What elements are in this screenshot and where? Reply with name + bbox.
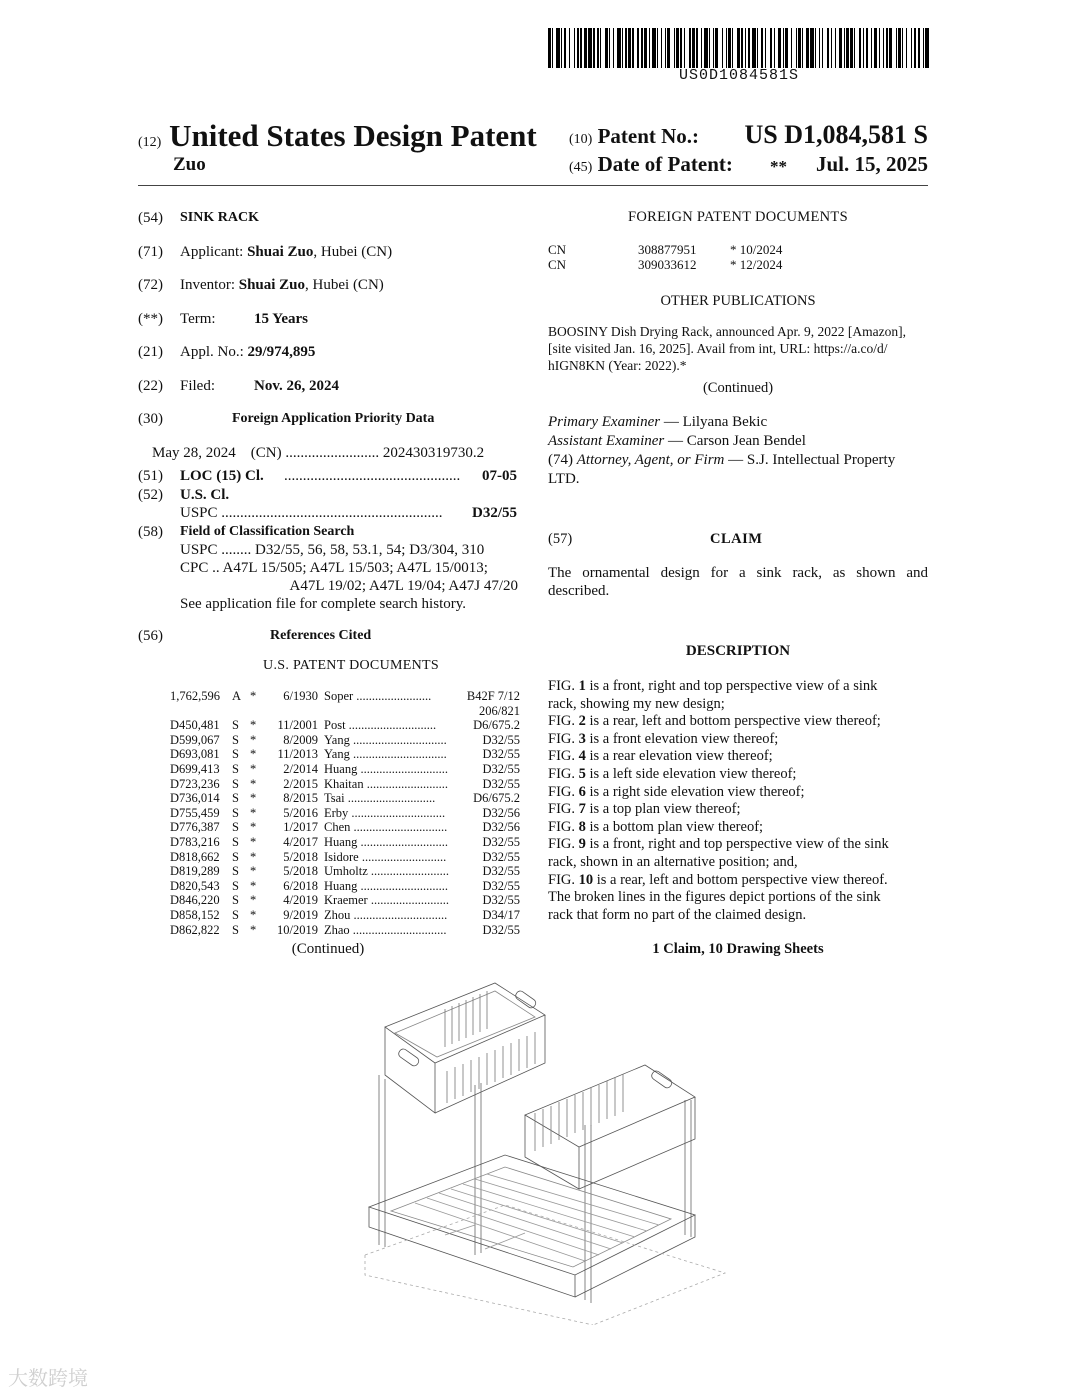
- reference-cls: D32/56: [482, 820, 520, 835]
- us-cl-label: U.S. Cl.: [180, 487, 230, 503]
- reference-kind: S: [232, 820, 239, 835]
- reference-star: *: [250, 864, 257, 879]
- term-value: 15 Years: [254, 311, 309, 327]
- foreign-heading: FOREIGN PATENT DOCUMENTS: [628, 209, 848, 225]
- reference-row: [170, 718, 520, 733]
- field-code: (72): [138, 277, 163, 293]
- reference-cls: D32/55: [482, 849, 520, 864]
- fig-text: is a rear, left and bottom perspective view thereof.: [593, 871, 888, 888]
- fig-text: is a front, right and top perspective view of a sink: [585, 678, 878, 694]
- reference-name: Erby ..............................: [324, 805, 446, 820]
- term-label: Term:: [180, 311, 216, 327]
- foreign-number: 308877951: [638, 242, 697, 257]
- reference-kind: S: [232, 747, 239, 762]
- attorney-name-continued: LTD.: [548, 471, 580, 487]
- field-code: (56): [138, 628, 163, 644]
- reference-kind: S: [232, 732, 239, 747]
- uspc-line: USPC ...........................................................: [180, 505, 443, 521]
- reference-kind: S: [232, 893, 239, 908]
- fig-prefix: FIG.: [548, 818, 579, 835]
- right-shelf: [525, 1065, 695, 1189]
- reference-kind: [232, 704, 250, 719]
- description-line: [548, 784, 928, 802]
- reference-date: 9/2019: [283, 907, 318, 922]
- reference-row: [170, 762, 520, 777]
- applicant-label: Applicant:: [180, 244, 244, 260]
- reference-name: Huang ............................: [324, 834, 448, 849]
- foreign-number: 309033612: [638, 257, 697, 272]
- fig-prefix: FIG.: [548, 748, 579, 765]
- reference-name: Huang ............................: [324, 878, 448, 893]
- inventor-location: , Hubei (CN): [305, 277, 384, 293]
- date-label-text: Date of Patent:: [597, 152, 733, 176]
- foreign-table: [548, 242, 928, 272]
- reference-cls: B42F 7/12: [466, 689, 520, 703]
- reference-star: *: [250, 776, 257, 791]
- reference-star: *: [250, 907, 257, 922]
- right-continued: (Continued): [702, 380, 774, 396]
- fig-prefix: FIG.: [548, 836, 579, 853]
- header-rule: [138, 185, 928, 186]
- description-line: [548, 836, 928, 854]
- description-body: [548, 678, 928, 924]
- description-line: [548, 889, 928, 907]
- fig-number: 9: [578, 836, 586, 853]
- references-table: [170, 689, 520, 937]
- fig-text: is a front, right and top perspective view of the sink: [585, 836, 889, 853]
- uspc-value: D32/55: [472, 505, 517, 521]
- claim-code: (57): [548, 531, 573, 547]
- reference-no: 1,762,596: [170, 689, 220, 703]
- claim-text: [548, 564, 928, 600]
- reference-no: D450,481: [170, 718, 220, 733]
- reference-cls: D6/675.2: [473, 718, 520, 733]
- reference-row: [170, 864, 520, 879]
- barcode-number: US0D1084581S: [678, 67, 800, 84]
- reference-kind: S: [232, 805, 239, 820]
- other-publications-text: [548, 323, 928, 374]
- reference-name: Isidore ...........................: [324, 849, 447, 864]
- reference-date: 4/2019: [283, 893, 318, 908]
- reference-star: *: [250, 893, 257, 908]
- fig-prefix: FIG.: [548, 801, 579, 818]
- patent-number-label: [569, 124, 699, 149]
- reference-kind: S: [232, 776, 239, 791]
- fig-number: 4: [578, 748, 586, 765]
- filed-date: Nov. 26, 2024: [254, 378, 340, 394]
- foreign-date: * 12/2024: [730, 257, 783, 272]
- primary-examiner-label: Primary Examiner: [548, 414, 661, 430]
- barcode: [548, 28, 930, 68]
- priority-heading: Foreign Application Priority Data: [232, 411, 435, 426]
- field-code: (71): [138, 244, 163, 260]
- fig-prefix: FIG.: [548, 871, 579, 888]
- examiners: [548, 413, 928, 489]
- description-line: [548, 766, 928, 784]
- reference-kind: S: [232, 834, 239, 849]
- reference-name: Zhou ..............................: [324, 907, 448, 922]
- loc-value: 07-05: [482, 468, 517, 484]
- reference-star: *: [250, 732, 257, 747]
- reference-no: D755,459: [170, 805, 220, 820]
- reference-no: D599,067: [170, 732, 220, 747]
- reference-date: [268, 704, 324, 719]
- description-line: [548, 678, 928, 696]
- inventor-surname: Zuo: [173, 154, 206, 175]
- reference-star: *: [250, 878, 257, 893]
- reference-cls: D32/55: [482, 834, 520, 849]
- reference-name: [324, 704, 454, 719]
- field-code: (**): [138, 311, 163, 327]
- us-patent-docs-heading: U.S. PATENT DOCUMENTS: [263, 658, 439, 673]
- reference-cls: D32/55: [482, 761, 520, 776]
- reference-no: D819,289: [170, 864, 220, 879]
- fig-text: is a rear, left and bottom perspective view thereof;: [585, 713, 881, 730]
- reference-row: [170, 923, 520, 938]
- reference-cls: D32/55: [482, 747, 520, 762]
- attorney-label: Attorney, Agent, or Firm: [576, 452, 725, 468]
- reference-no: D776,387: [170, 820, 220, 835]
- reference-star: *: [250, 747, 257, 762]
- reference-name: Chen ..............................: [324, 820, 448, 835]
- applicant-location: , Hubei (CN): [313, 244, 393, 260]
- loc-dots: ...............................................: [284, 468, 461, 484]
- fig-text: is a front elevation view thereof;: [585, 730, 779, 747]
- description-line: [548, 731, 928, 749]
- loc-label: LOC (15) Cl.: [180, 468, 264, 484]
- description-line: [548, 907, 928, 925]
- code-10: (10): [569, 132, 593, 147]
- claim-header: [548, 531, 928, 551]
- reference-date: 5/2018: [283, 864, 318, 879]
- reference-kind: S: [232, 907, 239, 922]
- attorney-code: (74): [548, 452, 573, 468]
- posts: [379, 1075, 691, 1303]
- reference-name: Tsai ............................: [324, 791, 436, 806]
- field-code: (58): [138, 524, 163, 540]
- reference-star: *: [250, 820, 257, 835]
- base-tray: [365, 1155, 725, 1325]
- reference-date: 8/2015: [283, 791, 318, 806]
- other-publications-heading: OTHER PUBLICATIONS: [660, 293, 816, 309]
- reference-name: Khaitan ..........................: [324, 776, 448, 791]
- fig-prefix: FIG.: [548, 730, 579, 747]
- reference-date: 10/2019: [277, 922, 318, 937]
- reference-date: 2/2015: [283, 776, 318, 791]
- field-code: (54): [138, 210, 163, 226]
- upper-shelf: [385, 983, 545, 1113]
- search-lines: [180, 541, 522, 613]
- left-continued: (Continued): [291, 941, 365, 957]
- reference-date: 5/2018: [283, 849, 318, 864]
- appl-line: [180, 343, 315, 361]
- fig-text: rack, shown in an alternative position; and,: [548, 853, 798, 870]
- description-line: [548, 748, 928, 766]
- foreign-date: * 10/2024: [730, 242, 783, 257]
- fig-number: 10: [578, 871, 594, 888]
- fig-text: is a right side elevation view thereof;: [585, 783, 805, 800]
- reference-row: [170, 835, 520, 850]
- fig-text: is a rear elevation view thereof;: [585, 748, 773, 765]
- inventor-label: Inventor:: [180, 277, 235, 293]
- reference-name: Yang ..............................: [324, 747, 447, 762]
- document-title: [138, 118, 537, 154]
- barcode-bar: [925, 28, 929, 68]
- applicant-line: [180, 243, 392, 261]
- reference-no: D783,216: [170, 834, 220, 849]
- reference-star: *: [250, 689, 257, 703]
- description-line: [548, 713, 928, 731]
- reference-date: 11/2001: [277, 718, 318, 733]
- reference-no: D736,014: [170, 791, 220, 806]
- reference-date: 6/1930: [283, 689, 318, 703]
- reference-row: [170, 820, 520, 835]
- reference-no: D723,236: [170, 776, 220, 791]
- fig-text: is a bottom plan view thereof;: [585, 818, 764, 835]
- foreign-country: CN: [548, 257, 567, 272]
- assistant-examiner-label: Assistant Examiner: [548, 433, 665, 449]
- reference-kind: S: [232, 718, 239, 733]
- claim-heading: CLAIM: [710, 531, 763, 547]
- reference-cls: D32/55: [482, 922, 520, 937]
- field-code: (22): [138, 378, 163, 394]
- primary-examiner-name: — Lilyana Bekic: [660, 414, 768, 430]
- reference-row: [170, 791, 520, 806]
- reference-date: 11/2013: [277, 747, 318, 762]
- reference-cls: D34/17: [482, 907, 520, 922]
- description-line: [548, 801, 928, 819]
- reference-row: [170, 733, 520, 748]
- code-12: (12): [138, 135, 162, 150]
- field-code: (30): [138, 411, 163, 427]
- reference-kind: S: [232, 849, 239, 864]
- reference-cls: D32/55: [482, 864, 520, 879]
- other-pub-line: BOOSINY Dish Drying Rack, announced Apr. 9, 2022 [Amazon],: [548, 324, 906, 339]
- search-line: A47L 19/02; A47L 19/04; A47J 47/20: [289, 578, 518, 594]
- fig-prefix: FIG.: [548, 713, 579, 730]
- reference-no: D846,220: [170, 893, 220, 908]
- reference-kind: S: [232, 791, 239, 806]
- assistant-examiner: [548, 432, 928, 451]
- reference-cls: D32/55: [482, 776, 520, 791]
- appl-label: Appl. No.:: [180, 344, 244, 360]
- fig-number: 5: [578, 765, 586, 782]
- fig-number: 1: [578, 678, 586, 694]
- reference-cls: D32/56: [482, 805, 520, 820]
- search-line: CPC .. A47L 15/505; A47L 15/503; A47L 15/0013;: [180, 560, 488, 576]
- fig-text: The broken lines in the figures depict portions of the sink: [548, 889, 881, 906]
- fig-text: is a top plan view thereof;: [585, 801, 741, 818]
- filed-label: Filed:: [180, 378, 216, 394]
- reference-cls: D6/675.2: [473, 791, 520, 806]
- fig-prefix: FIG.: [548, 783, 579, 800]
- reference-star: [250, 704, 268, 719]
- reference-cls: D32/55: [482, 878, 520, 893]
- foreign-row: [548, 257, 928, 272]
- reference-row: [170, 689, 520, 704]
- reference-date: 6/2018: [283, 878, 318, 893]
- claim-line: The ornamental design for a sink rack, as shown and: [548, 565, 928, 581]
- field-code: (51): [138, 468, 163, 484]
- primary-examiner: [548, 413, 928, 432]
- reference-no: D699,413: [170, 761, 220, 776]
- reference-name: Soper ........................: [324, 689, 432, 703]
- reference-name: Yang ..............................: [324, 732, 447, 747]
- description-line: [548, 854, 928, 872]
- reference-date: 8/2009: [283, 732, 318, 747]
- reference-kind: S: [232, 761, 239, 776]
- reference-no: [170, 704, 232, 719]
- reference-row: [170, 704, 520, 719]
- reference-name: Post ............................: [324, 718, 437, 733]
- claim-line: described.: [548, 583, 610, 599]
- reference-no: D818,662: [170, 849, 220, 864]
- fig-prefix: FIG.: [548, 678, 579, 694]
- date-label: [569, 152, 733, 177]
- description-line: [548, 872, 928, 890]
- search-heading: Field of Classification Search: [180, 524, 355, 539]
- inventor-name: Shuai Zuo: [238, 277, 306, 293]
- reference-star: *: [250, 718, 257, 733]
- fig-number: 2: [578, 713, 586, 730]
- reference-row: [170, 777, 520, 792]
- field-code: (21): [138, 344, 163, 360]
- code-45: (45): [569, 160, 593, 175]
- description-heading: DESCRIPTION: [685, 643, 791, 659]
- claims-count: 1 Claim, 10 Drawing Sheets: [652, 941, 824, 957]
- fig-number: 3: [578, 730, 586, 747]
- reference-row: [170, 879, 520, 894]
- title-text: United States Design Patent: [169, 118, 537, 153]
- attorney: [548, 451, 928, 470]
- reference-kind: S: [232, 922, 239, 937]
- reference-row: [170, 806, 520, 821]
- reference-row: [170, 893, 520, 908]
- assistant-examiner-name: — Carson Jean Bendel: [664, 433, 806, 449]
- reference-row: [170, 850, 520, 865]
- inventor-line: [180, 276, 384, 294]
- reference-date: 5/2016: [283, 805, 318, 820]
- reference-star: *: [250, 849, 257, 864]
- reference-star: *: [250, 761, 257, 776]
- other-pub-line: hIGN8KN (Year: 2022).*: [548, 358, 687, 373]
- patent-no-label-text: Patent No.:: [597, 124, 700, 148]
- reference-cls: D32/55: [482, 893, 520, 908]
- watermark-logo: 大数跨境: [8, 1366, 88, 1390]
- attorney-name: — S.J. Intellectual Property: [724, 452, 896, 468]
- foreign-country: CN: [548, 242, 567, 257]
- invention-title: SINK RACK: [180, 210, 259, 225]
- fig-prefix: FIG.: [548, 765, 579, 782]
- fig-number: 7: [578, 801, 586, 818]
- fig-text: is a left side elevation view thereof;: [585, 765, 797, 782]
- fig-number: 6: [578, 783, 586, 800]
- reference-star: *: [250, 805, 257, 820]
- priority-line: May 28, 2024 (CN) ......................... 202430319730.2: [152, 445, 485, 461]
- fig-number: 8: [578, 818, 586, 835]
- reference-cls: D32/55: [482, 732, 520, 747]
- search-line: USPC ........ D32/55, 56, 58, 53.1, 54; D3/304, 310: [180, 542, 485, 558]
- reference-no: D820,543: [170, 878, 220, 893]
- reference-no: D858,152: [170, 907, 220, 922]
- reference-name: Huang ............................: [324, 761, 448, 776]
- reference-name: Zhao ..............................: [324, 922, 447, 937]
- description-line: [548, 696, 928, 714]
- reference-kind: A: [232, 689, 242, 703]
- field-code: (52): [138, 487, 163, 503]
- fig-text: rack that form no part of the claimed design.: [548, 906, 807, 923]
- reference-row: [170, 747, 520, 762]
- reference-date: 2/2014: [283, 761, 318, 776]
- fig-text: rack, showing my new design;: [548, 695, 725, 712]
- description-line: [548, 819, 928, 837]
- reference-name: Kraemer .........................: [324, 893, 449, 908]
- reference-date: 4/2017: [283, 834, 318, 849]
- other-pub-line: [site visited Jan. 16, 2025]. Avail from int, URL: https://a.co/d/: [548, 341, 888, 356]
- date-marker: **: [770, 157, 787, 176]
- references-heading: References Cited: [270, 628, 372, 643]
- reference-star: *: [250, 834, 257, 849]
- reference-star: *: [250, 922, 257, 937]
- reference-cls: 206/821: [479, 703, 520, 718]
- patent-date: Jul. 15, 2025: [815, 152, 928, 176]
- reference-star: *: [250, 791, 257, 806]
- appl-number: 29/974,895: [247, 344, 316, 360]
- reference-kind: S: [232, 864, 239, 879]
- foreign-row: [548, 242, 928, 257]
- reference-name: Umholtz .........................: [324, 864, 449, 879]
- sink-rack-drawing: [355, 975, 727, 1325]
- reference-no: D693,081: [170, 747, 220, 762]
- applicant-name: Shuai Zuo: [247, 244, 314, 260]
- reference-date: 1/2017: [283, 820, 318, 835]
- reference-row: [170, 908, 520, 923]
- search-line: See application file for complete search history.: [180, 596, 467, 612]
- patent-number: US D1,084,581 S: [744, 120, 928, 149]
- reference-kind: S: [232, 878, 239, 893]
- reference-no: D862,822: [170, 922, 220, 937]
